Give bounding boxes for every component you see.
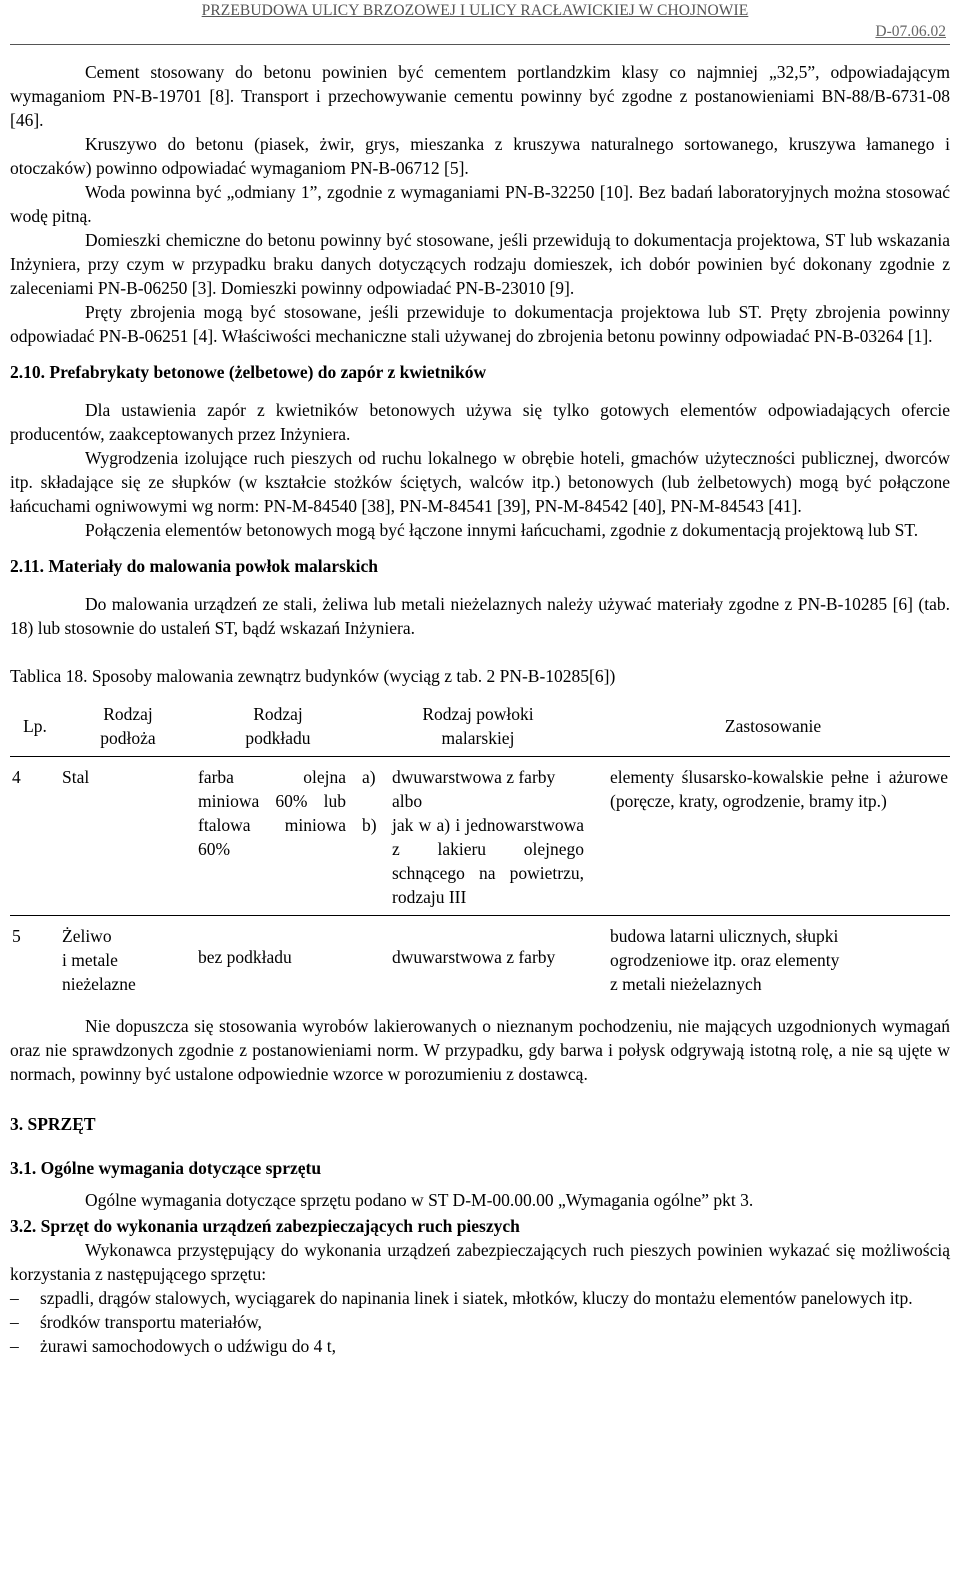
paragraph-polaczenia: Połączenia elementów betonowych mogą być łączone innymi łańcuchami, zgodnie z dokumentacją projektową lub ST. bbox=[85, 520, 919, 540]
header-podloze: Rodzaj podłoża bbox=[60, 700, 196, 757]
painting-table bbox=[10, 700, 950, 1000]
paragraph-sprzet: Wykonawca przystępujący do wykonania urządzeń zabezpieczających ruch pieszych powinien wykazać się możliwością korzystania z następującego sprzętu: bbox=[10, 1240, 950, 1284]
cell-powloka: a) dwuwarstwowa z farby albo b) jak w a) i jednowarstwowa z lakieru olejnego schnącego na powietrzu, rodzaju III bbox=[360, 757, 596, 916]
header-rule bbox=[10, 44, 950, 45]
cell-podloze: Żeliwo i metale nieżelazne bbox=[62, 926, 136, 994]
paragraph-cement: Cement stosowany do betonu powinien być cementem portlandzkim klasy co najmniej „32,5”, odpowiadającym wymaganiom PN-B-19701 [8]. Transport i przechowywanie cementu powinny być zgodne z postanowieniami BN-88/B-6731-08 [46]. bbox=[10, 62, 950, 130]
table-row bbox=[10, 916, 950, 1001]
list-item: – środków transportu materiałów, bbox=[10, 1310, 950, 1334]
paragraph-prety: Pręty zbrojenia mogą być stosowane, jeśli przewiduje to dokumentacja projektowa lub ST. Pręty zbrojenia powinny odpowiadać PN-B-06251 [4]. Właściwości mechaniczne stali używanej do zbrojenia betonu powinny odpowiadać PN-B-03264 [1]. bbox=[10, 302, 950, 346]
paragraph-malowanie: Do malowania urządzeń ze stali, żeliwa lub metali nieżelaznych należy używać materiały zgodne z PN-B-10285 [6] (tab. 18) lub stosownie do ustaleń ST, bądź wskazań Inżyniera. bbox=[10, 594, 950, 638]
table-header-row bbox=[10, 700, 950, 757]
document-body bbox=[10, 60, 950, 1358]
cell-podloze: Stal bbox=[60, 757, 196, 916]
section-heading-2-10: 2.10. Prefabrykaty betonowe (żelbetowe) do zapór z kwietników bbox=[10, 362, 487, 382]
paragraph-lakierowane: Nie dopuszcza się stosowania wyrobów lakierowanych o nieznanym pochodzeniu, nie mających uzgodnionych wymagań oraz nie sprawdzonych zgodnie z postanowieniami norm. W przypadku, gdy barwa i połysk odgrywają istotną rolę, a nie są ujęte w normach, powinny być ustalone odpowiednie wzorce w porozumieniu z dostawcą. bbox=[10, 1016, 950, 1084]
header-powloka: Rodzaj powłoki malarskiej bbox=[360, 700, 596, 757]
paragraph-wygrodzenia: Wygrodzenia izolujące ruch pieszych od ruchu lokalnego w obrębie hoteli, gmachów użyteczności publicznej, dworców itp. składające się ze słupków (w kształcie stożków ściętych, walców itp.) betonowych (lub żelbetowych) mogą być połączone łańcuchami ogniwowymi wg norm: PN-M-84540 [38], PN-M-84541 [39], PN-M-84542 [40], PN-M-84543 [41]. bbox=[10, 448, 950, 516]
cell-lp: 4 bbox=[10, 757, 60, 916]
cell-podklad: bez podkładu bbox=[198, 947, 292, 967]
cell-zastosowanie: elementy ślusarsko-kowalskie pełne i ażurowe (poręcze, kraty, ogrodzenie, bramy itp.) bbox=[596, 757, 950, 916]
paragraph-domieszki: Domieszki chemiczne do betonu powinny być stosowane, jeśli przewidują to dokumentacja projektowa, ST lub wskazania Inżyniera, przy czym w przypadku braku danych dotyczących rodzaju domieszek, ich dobór powinien być dokonany zgodnie z zaleceniami PN-B-06250 [3]. Domieszki powinny odpowiadać PN-B-23010 [9]. bbox=[10, 230, 950, 298]
cell-podklad: farba olejna miniowa 60% lub ftalowa miniowa 60% bbox=[196, 757, 360, 916]
document-header-title: PRZEBUDOWA ULICY BRZOZOWEJ I ULICY RACŁAWICKIEJ W CHOJNOWIE bbox=[201, 2, 749, 19]
cell-powloka: dwuwarstwowa z farby bbox=[392, 947, 556, 967]
section-heading-2-11: 2.11. Materiały do malowania powłok malarskich bbox=[10, 556, 378, 576]
document-code: D-07.06.02 bbox=[875, 23, 946, 40]
list-item: – szpadli, drągów stalowych, wyciągarek do napinania linek i siatek, młotków, kluczy do montażu elementów panelowych itp. bbox=[10, 1286, 950, 1310]
section-heading-3-2: 3.2. Sprzęt do wykonania urządzeń zabezpieczających ruch pieszych bbox=[10, 1216, 520, 1236]
header-lp: Lp. bbox=[10, 700, 60, 757]
cell-zastosowanie: budowa latarni ulicznych, słupki ogrodzeniowe itp. oraz elementy z metali nieżelaznych bbox=[610, 926, 840, 994]
paragraph-woda: Woda powinna być „odmiany 1”, zgodnie z wymaganiami PN-B-32250 [10]. Bez badań laboratoryjnych można stosować wodę pitną. bbox=[10, 182, 950, 226]
section-heading-3: 3. SPRZĘT bbox=[10, 1114, 96, 1134]
paragraph-zapory: Dla ustawienia zapór z kwietników betonowych używa się tylko gotowych elementów odpowiadających ofercie producentów, zaakceptowanych przez Inżyniera. bbox=[10, 400, 950, 444]
paragraph-kruszywo: Kruszywo do betonu (piasek, żwir, grys, mieszanka z kruszywa naturalnego sortowanego, kruszywa łamanego i otoczaków) powinno odpowiadać wymaganiom PN-B-06712 [5]. bbox=[10, 134, 950, 178]
section-heading-3-1: 3.1. Ogólne wymagania dotyczące sprzętu bbox=[10, 1158, 322, 1178]
header-zastosowanie: Zastosowanie bbox=[596, 700, 950, 757]
header-podklad: Rodzaj podkładu bbox=[196, 700, 360, 757]
table-caption: Tablica 18. Sposoby malowania zewnątrz budynków (wyciąg z tab. 2 PN-B-10285[6]) bbox=[10, 666, 616, 686]
equipment-list bbox=[10, 1286, 950, 1358]
paragraph-sprzet-ogolne: Ogólne wymagania dotyczące sprzętu podano w ST D-M-00.00.00 „Wymagania ogólne” pkt 3. bbox=[85, 1190, 754, 1210]
cell-lp: 5 bbox=[12, 926, 21, 946]
list-item: – żurawi samochodowych o udźwigu do 4 t, bbox=[10, 1334, 950, 1358]
table-row bbox=[10, 757, 950, 916]
